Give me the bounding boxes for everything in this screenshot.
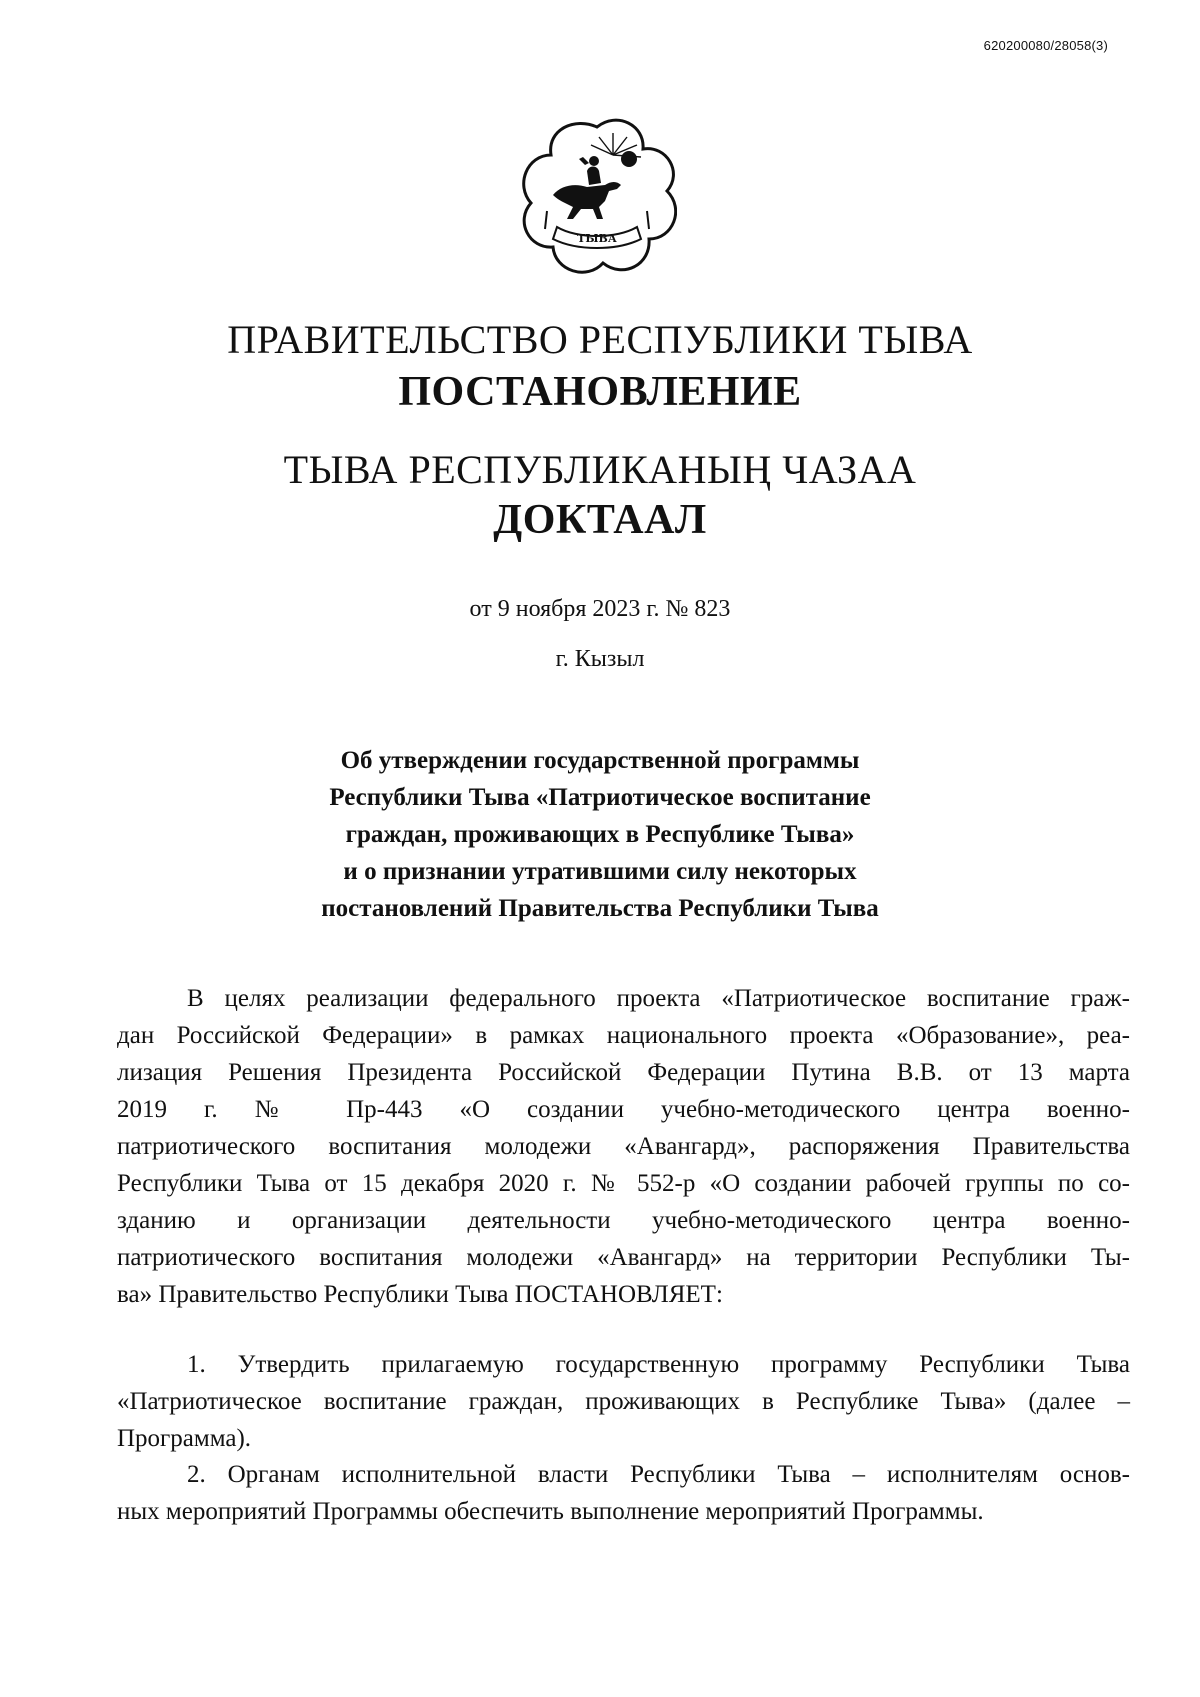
emblem-icon [517,115,677,275]
paragraph-line: патриотического воспитания молодежи «Авангард», распоряжения Правительства [117,1133,1130,1160]
decree-title: ПОСТАНОВЛЕНИЕ [398,369,802,415]
subject-line: постановлений Правительства Республики Тыва [321,895,879,922]
subject-line: граждан, проживающих в Республике Тыва» [345,821,855,848]
subject-line: Республики Тыва «Патриотическое воспитание [329,784,871,811]
paragraph-line: патриотического воспитания молодежи «Авангард» на территории Республики Ты- [117,1244,1130,1271]
decree-title-tyva: ДОКТААЛ [493,497,707,543]
paragraph-line: Республики Тыва от 15 декабря 2020 г. № 552-р «О создании рабочей группы по со- [117,1170,1130,1197]
paragraph-line: Программа). [117,1425,252,1452]
paragraph-line: зданию и организации деятельности учебно-методического центра военно- [117,1207,1130,1234]
paragraph-line: В целях реализации федерального проекта «Патриотическое воспитание граж- [187,985,1130,1012]
decree-subject [0,742,1200,927]
paragraph-line: дан Российской Федерации» в рамках национального проекта «Образование», реа- [117,1022,1130,1049]
paragraph-line: «Патриотическое воспитание граждан, проживающих в Республике Тыва» (далее – [117,1388,1130,1415]
subject-line: Об утверждении государственной программы [340,747,860,774]
government-title: ПРАВИТЕЛЬСТВО РЕСПУБЛИКИ ТЫВА [227,317,973,362]
document-id: 620200080/28058(3) [983,38,1108,53]
paragraph-line: ва» Правительство Республики Тыва ПОСТАНОВЛЯЕТ: [117,1281,723,1308]
government-title-tyva: ТЫВА РЕСПУБЛИКАНЫҢ ЧАЗАА [283,447,917,492]
subject-line: и о признании утратившими силу некоторых [343,858,857,885]
paragraph-line: ных мероприятий Программы обеспечить выполнение мероприятий Программы. [117,1498,984,1525]
coat-of-arms-emblem [517,115,677,275]
paragraph-line: 1. Утвердить прилагаемую государственную программу Республики Тыва [187,1351,1130,1378]
item-2-paragraph [117,1456,1130,1530]
paragraph-line: лизация Решения Президента Российской Федерации Путина В.В. от 13 марта [117,1059,1130,1086]
svg-text:ТЫВА: ТЫВА [577,232,617,245]
paragraph-line: 2019 г. № Пр-443 «О создании учебно-методического центра военно- [117,1096,1130,1123]
decree-city: г. Кызыл [555,646,645,672]
paragraph-line: 2. Органам исполнительной власти Республики Тыва – исполнителям основ- [187,1461,1130,1488]
decree-date-number: от 9 ноября 2023 г. № 823 [469,596,731,622]
preamble-paragraph [117,980,1130,1313]
item-1-paragraph [117,1346,1130,1457]
